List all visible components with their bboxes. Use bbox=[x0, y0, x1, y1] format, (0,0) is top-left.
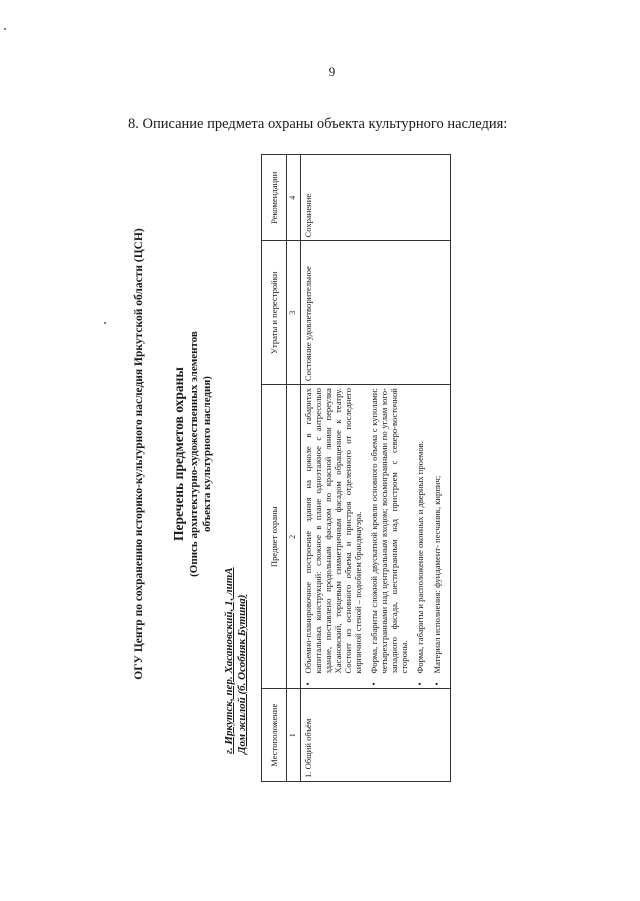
header-subject: Предмет охраны bbox=[262, 385, 287, 689]
column-number: 3 bbox=[287, 241, 301, 385]
protection-table bbox=[261, 154, 451, 782]
object-name: Дом жилой (б. Особняк Бутина) bbox=[236, 594, 248, 754]
location-cell: 1. Общий объём bbox=[301, 689, 451, 782]
table-number-row bbox=[287, 155, 301, 782]
organization-header: ОГУ Центр по сохранению историко-культурного наследия Иркутской области (ЦСН) bbox=[133, 228, 145, 680]
scan-speck bbox=[104, 322, 106, 324]
subject-list bbox=[303, 388, 442, 685]
table-header-row bbox=[262, 155, 287, 782]
sheet-subtitle-line1: (Опись архитектурно-художественных элементов bbox=[188, 331, 200, 577]
column-number: 4 bbox=[287, 155, 301, 241]
header-losses: Утраты и перестройки bbox=[262, 241, 287, 385]
object-address: г. Иркутск, пер. Хасановский, 1, литА bbox=[223, 567, 235, 754]
subject-cell bbox=[301, 385, 451, 689]
page-number: 9 bbox=[328, 64, 336, 79]
sheet-title: Перечень предметов охраны bbox=[171, 367, 186, 541]
column-number: 2 bbox=[287, 385, 301, 689]
list-item: • Форма, габариты и расположение оконных и дверных проемов. bbox=[415, 388, 425, 685]
header-location: Местоположение bbox=[262, 689, 287, 782]
losses-cell: Состояние удовлетворительное bbox=[301, 241, 451, 385]
rotated-scanned-sheet bbox=[133, 154, 545, 778]
column-number: 1 bbox=[287, 689, 301, 782]
section-heading: 8. Описание предмета охраны объекта культурного наследия: bbox=[128, 116, 508, 132]
recommendation-cell: Сохранение bbox=[301, 155, 451, 241]
list-item: • Объемно-планировочное построение здания на цоколе в габаритах капитальных конструкций: сложное в плане одноэтажное с антресолью здание, поставлено продольным фасадом по красной линии переулка Хасановский, торцевым симметричным фасадом обращенное к театру. Состоит из основного объема и пристроя отделенного от последнего кирпичной стеной – подобием брандмауэра. bbox=[303, 388, 363, 685]
list-item: • Форма, габариты сложной двускатной кровли основного объема с куполами: четырехгранными над центральным входом; восьмигранными по углам юго-западного фасада, шестигранным над пристроем с северо-восточной стороны. bbox=[369, 388, 409, 685]
scan-speck bbox=[4, 28, 6, 30]
sheet-subtitle-line2: объекта культурного наследия) bbox=[201, 376, 213, 532]
list-item: • Материал исполнения: фундамент- песчаник, кирпич; bbox=[432, 388, 442, 685]
table-row bbox=[301, 155, 451, 782]
header-recommendations: Рекомендации bbox=[262, 155, 287, 241]
